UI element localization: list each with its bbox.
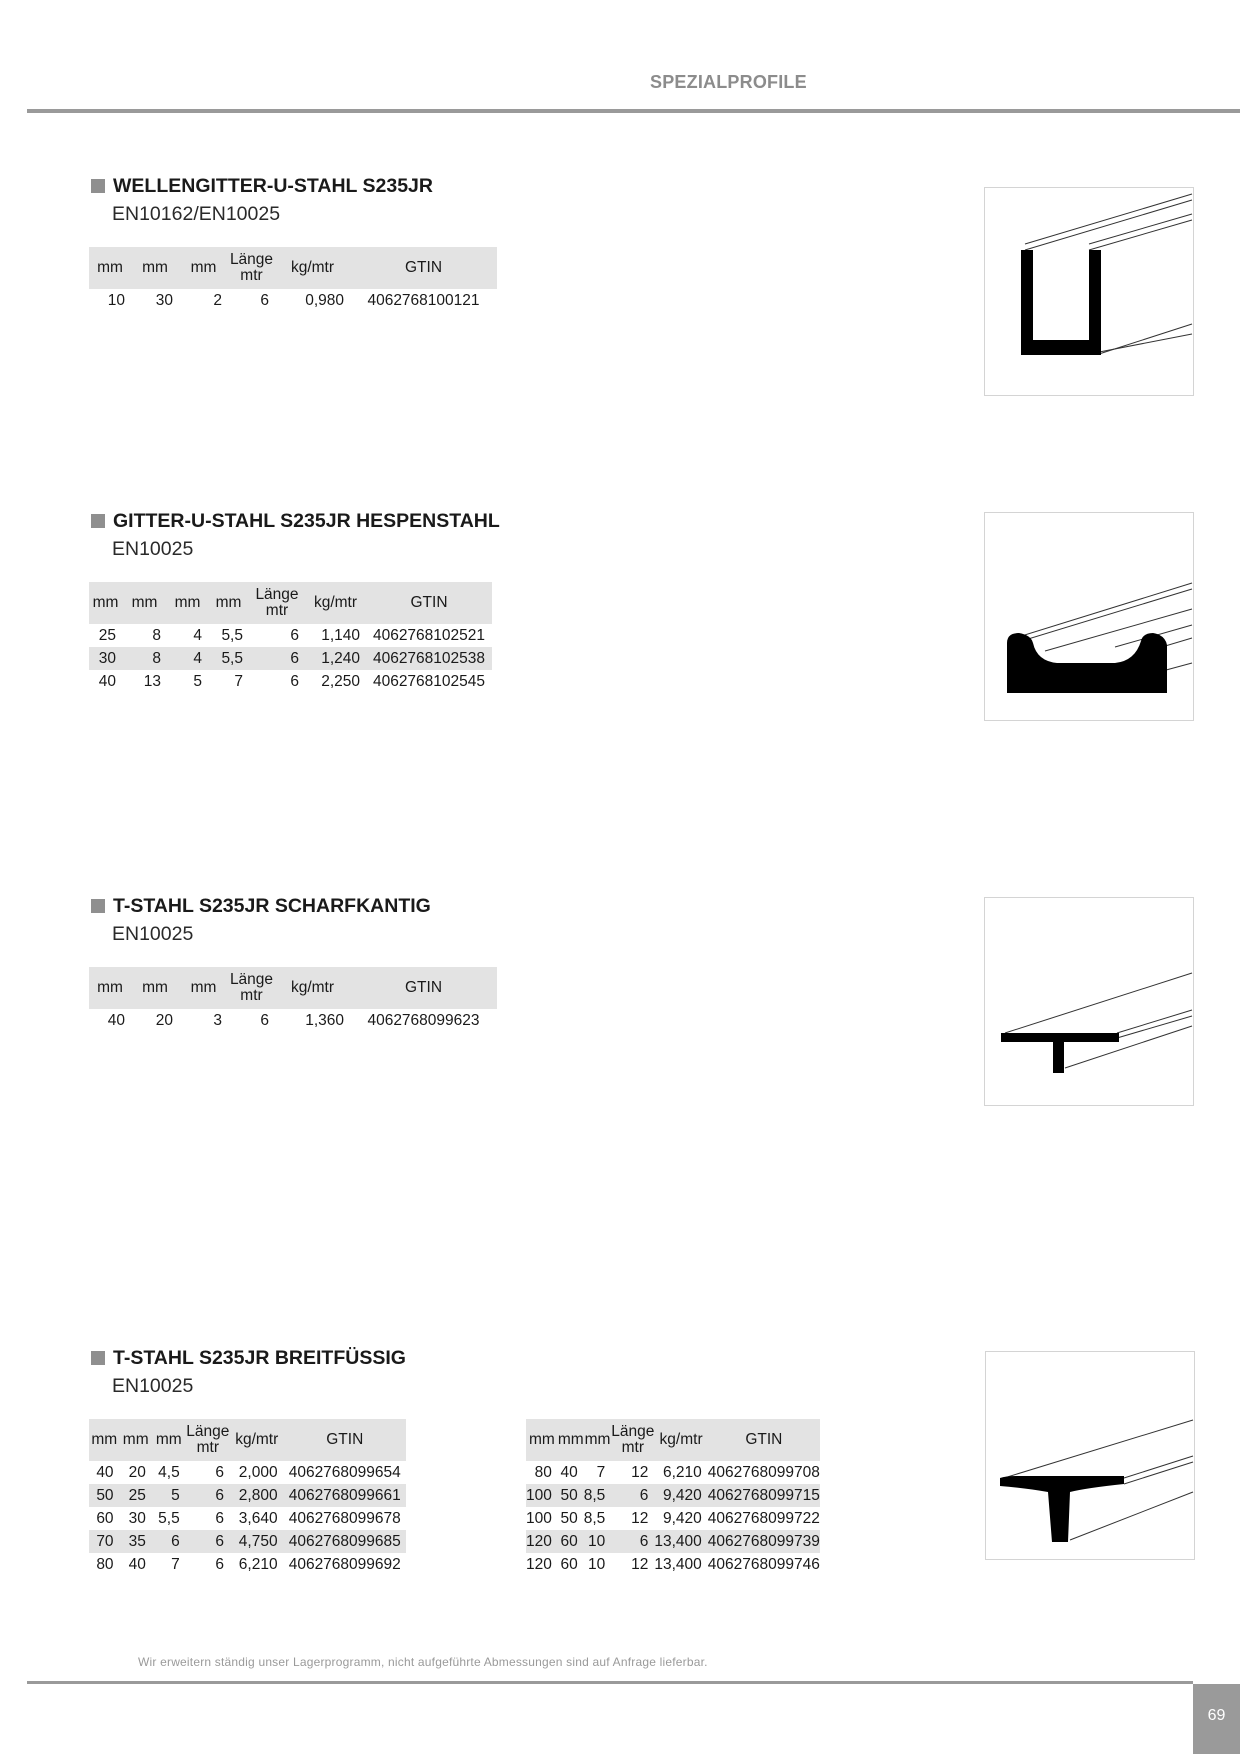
- table-cell: 9,420: [654, 1484, 707, 1507]
- footnote: Wir erweitern ständig unser Lagerprogramm, nicht aufgeführte Abmessungen sind auf Anfrage lieferbar.: [138, 1655, 708, 1669]
- table-cell: 2,800: [230, 1484, 284, 1507]
- table-cell: 40: [98, 673, 116, 690]
- table-cell: 100: [526, 1484, 558, 1507]
- table-row: [89, 1507, 406, 1530]
- gtin-cell: 4062768099685: [284, 1530, 406, 1553]
- footer-divider: [27, 1681, 1193, 1684]
- table-cell: 6: [186, 1484, 230, 1507]
- gitter-u-profile-image: [984, 512, 1194, 721]
- gtin-cell: 4062768099715: [708, 1484, 820, 1507]
- column-header: mm: [89, 967, 131, 1009]
- table-cell: 120: [526, 1530, 558, 1553]
- table-cell: 6: [215, 1510, 224, 1527]
- section-wellengitter-u-stahl: [89, 173, 497, 312]
- column-header: mm: [179, 247, 228, 289]
- spec-table-right: [526, 1419, 820, 1576]
- table-cell: 2,250: [321, 673, 360, 690]
- table-cell: 5,5: [158, 1510, 180, 1527]
- table-cell: 13: [143, 673, 161, 690]
- table-row: [89, 1553, 406, 1576]
- table-cell: 6: [260, 1012, 269, 1029]
- table-row: [89, 1461, 406, 1484]
- section-title: [89, 1345, 406, 1371]
- table-row: [526, 1530, 820, 1553]
- table-cell: 5,5: [221, 627, 243, 644]
- column-header: mm: [89, 1419, 120, 1461]
- column-header: kg/mtr: [654, 1419, 707, 1461]
- table-row: [89, 1484, 406, 1507]
- gtin-cell: 4062768102545: [372, 673, 486, 690]
- table-cell: 7: [234, 673, 243, 690]
- section-title: [89, 893, 497, 919]
- t-profile-wide-icon: [986, 1352, 1194, 1559]
- column-header: mm: [526, 1419, 558, 1461]
- header-divider: [27, 109, 1240, 113]
- table-cell: 10: [107, 292, 125, 309]
- section-title-text: T-STAHL S235JR BREITFÜSSIG: [113, 1347, 406, 1369]
- table-cell: 10: [588, 1556, 606, 1573]
- gtin-cell: 4062768099746: [707, 1556, 820, 1573]
- table-cell: 8,5: [584, 1484, 612, 1507]
- table-cell: 50: [560, 1510, 578, 1527]
- column-header: mm: [208, 582, 249, 624]
- gtin-cell: 4062768102521: [372, 627, 486, 644]
- column-header: GTIN: [366, 582, 492, 624]
- column-header: GTIN: [350, 247, 497, 289]
- table-cell: 5: [152, 1484, 186, 1507]
- table-cell: 40: [107, 1012, 125, 1029]
- column-header: Länge mtr: [228, 967, 275, 1009]
- t-profile-wide-image: [985, 1351, 1195, 1560]
- table-cell: 4,750: [230, 1530, 284, 1553]
- table-cell: 9,420: [663, 1510, 702, 1527]
- table-header-row: [89, 967, 497, 1009]
- table-cell: 20: [155, 1012, 173, 1029]
- section-norm: EN10025: [112, 923, 194, 945]
- table-row: [89, 1530, 406, 1553]
- section-norm: EN10025: [112, 538, 194, 560]
- table-row: [89, 289, 497, 312]
- table-row: [89, 1009, 497, 1032]
- table-cell: 4: [193, 627, 202, 644]
- table-cell: 3,640: [238, 1510, 278, 1527]
- column-header: Länge mtr: [186, 1419, 230, 1461]
- table-row: [526, 1461, 820, 1484]
- table-cell: 80: [534, 1464, 552, 1481]
- column-header: Länge mtr: [611, 1419, 654, 1461]
- table-cell: 5: [193, 673, 202, 690]
- column-header: mm: [558, 1419, 584, 1461]
- table-row: [526, 1507, 820, 1530]
- table-cell: 80: [96, 1556, 114, 1573]
- table-cell: 2: [213, 292, 222, 309]
- gtin-cell: 4062768099692: [288, 1556, 401, 1573]
- t-profile-sharp-image: [984, 897, 1194, 1106]
- table-cell: 4,5: [158, 1464, 180, 1481]
- table-cell: 8: [122, 647, 167, 670]
- column-header: kg/mtr: [230, 1419, 284, 1461]
- table-cell: 30: [155, 292, 173, 309]
- table-cell: 6: [215, 1556, 224, 1573]
- table-cell: 5,5: [208, 647, 249, 670]
- table-cell: 6,210: [663, 1464, 702, 1481]
- table-cell: 120: [526, 1556, 552, 1573]
- gtin-cell: 4062768099739: [708, 1530, 820, 1553]
- gtin-cell: 4062768099678: [288, 1510, 401, 1527]
- gtin-cell: 4062768099708: [707, 1464, 820, 1481]
- table-header-row: [89, 247, 497, 289]
- square-bullet-icon: [91, 179, 105, 193]
- table-cell: 0,980: [305, 292, 344, 309]
- table-row: [89, 647, 492, 670]
- spec-table: [89, 247, 497, 312]
- section-title: [89, 508, 500, 534]
- table-cell: 1,240: [305, 647, 366, 670]
- table-cell: 40: [96, 1464, 114, 1481]
- table-row: [526, 1484, 820, 1507]
- table-cell: 8: [152, 627, 161, 644]
- u-profile-image: [984, 187, 1194, 396]
- table-cell: 13,400: [654, 1556, 702, 1573]
- section-title-text: T-STAHL S235JR SCHARFKANTIG: [113, 895, 431, 917]
- table-cell: 1,140: [321, 627, 360, 644]
- table-cell: 30: [128, 1510, 146, 1527]
- table-cell: 12: [631, 1510, 649, 1527]
- table-cell: 2,000: [238, 1464, 278, 1481]
- column-header: mm: [89, 247, 131, 289]
- table-cell: 6: [611, 1484, 654, 1507]
- table-cell: 8,5: [583, 1510, 606, 1527]
- table-cell: 10: [584, 1530, 612, 1553]
- table-cell: 60: [558, 1530, 584, 1553]
- table-cell: 6: [290, 673, 299, 690]
- column-header: mm: [89, 582, 122, 624]
- column-header: Länge mtr: [249, 582, 305, 624]
- table-cell: 30: [89, 647, 122, 670]
- table-cell: 13,400: [654, 1530, 707, 1553]
- table-cell: 6: [290, 627, 299, 644]
- page-header-title: SPEZIALPROFILE: [650, 72, 807, 92]
- section-title: [89, 173, 497, 199]
- table-cell: 35: [120, 1530, 152, 1553]
- table-cell: 7: [171, 1556, 180, 1573]
- column-header: GTIN: [284, 1419, 406, 1461]
- section-gitter-u-stahl: [89, 508, 500, 693]
- section-title-text: GITTER-U-STAHL S235JR HESPENSTAHL: [113, 510, 500, 532]
- table-cell: 6: [152, 1530, 186, 1553]
- section-t-stahl-breitfuessig: [89, 1345, 820, 1579]
- column-header: kg/mtr: [275, 967, 350, 1009]
- gtin-cell: 4062768100121: [367, 292, 480, 309]
- table-header-row: [89, 1419, 406, 1461]
- spec-table: [89, 967, 497, 1032]
- table-cell: 6: [215, 1464, 224, 1481]
- section-norm: EN10162/EN10025: [112, 203, 281, 225]
- table-cell: 100: [526, 1510, 552, 1527]
- column-header: mm: [584, 1419, 612, 1461]
- page-number: 69: [1193, 1684, 1240, 1754]
- table-cell: 3: [213, 1012, 222, 1029]
- table-row: [89, 624, 492, 647]
- table-cell: 50: [89, 1484, 120, 1507]
- section-title-text: WELLENGITTER-U-STAHL S235JR: [113, 175, 433, 197]
- gtin-cell: 4062768099623: [367, 1012, 480, 1029]
- gtin-cell: 4062768099654: [288, 1464, 401, 1481]
- column-header: GTIN: [350, 967, 497, 1009]
- table-cell: 50: [558, 1484, 584, 1507]
- column-header: mm: [122, 582, 167, 624]
- u-profile-rounded-icon: [985, 513, 1193, 720]
- table-cell: 60: [560, 1556, 578, 1573]
- gtin-cell: 4062768099661: [284, 1484, 406, 1507]
- square-bullet-icon: [91, 899, 105, 913]
- table-row: [526, 1553, 820, 1576]
- table-cell: 1,360: [305, 1012, 344, 1029]
- table-cell: 6: [260, 292, 269, 309]
- table-cell: 12: [631, 1556, 649, 1573]
- column-header: mm: [152, 1419, 186, 1461]
- table-cell: 40: [128, 1556, 146, 1573]
- square-bullet-icon: [91, 1351, 105, 1365]
- column-header: kg/mtr: [305, 582, 366, 624]
- gtin-cell: 4062768099722: [707, 1510, 820, 1527]
- table-cell: 25: [120, 1484, 152, 1507]
- gtin-cell: 4062768102538: [366, 647, 492, 670]
- table-header-row: [89, 582, 492, 624]
- table-cell: 60: [96, 1510, 114, 1527]
- square-bullet-icon: [91, 514, 105, 528]
- table-cell: 6: [249, 647, 305, 670]
- table-cell: 6,210: [238, 1556, 278, 1573]
- table-cell: 20: [128, 1464, 146, 1481]
- table-cell: 12: [631, 1464, 649, 1481]
- section-t-stahl-scharfkantig: [89, 893, 497, 1032]
- table-cell: 70: [89, 1530, 120, 1553]
- table-cell: 6: [611, 1530, 654, 1553]
- column-header: mm: [120, 1419, 152, 1461]
- section-norm: EN10025: [112, 1375, 194, 1397]
- column-header: kg/mtr: [275, 247, 350, 289]
- table-cell: 6: [186, 1530, 230, 1553]
- column-header: mm: [167, 582, 208, 624]
- column-header: mm: [131, 247, 179, 289]
- spec-table: [89, 582, 492, 693]
- table-cell: 25: [98, 627, 116, 644]
- column-header: Länge mtr: [228, 247, 275, 289]
- u-channel-profile-icon: [985, 188, 1193, 395]
- column-header: mm: [179, 967, 228, 1009]
- t-profile-icon: [985, 898, 1193, 1105]
- table-cell: 40: [560, 1464, 578, 1481]
- column-header: GTIN: [708, 1419, 820, 1461]
- spec-table-left: [89, 1419, 406, 1576]
- table-cell: 7: [596, 1464, 606, 1481]
- table-row: [89, 670, 492, 693]
- table-header-row: [526, 1419, 820, 1461]
- table-cell: 4: [167, 647, 208, 670]
- column-header: mm: [131, 967, 179, 1009]
